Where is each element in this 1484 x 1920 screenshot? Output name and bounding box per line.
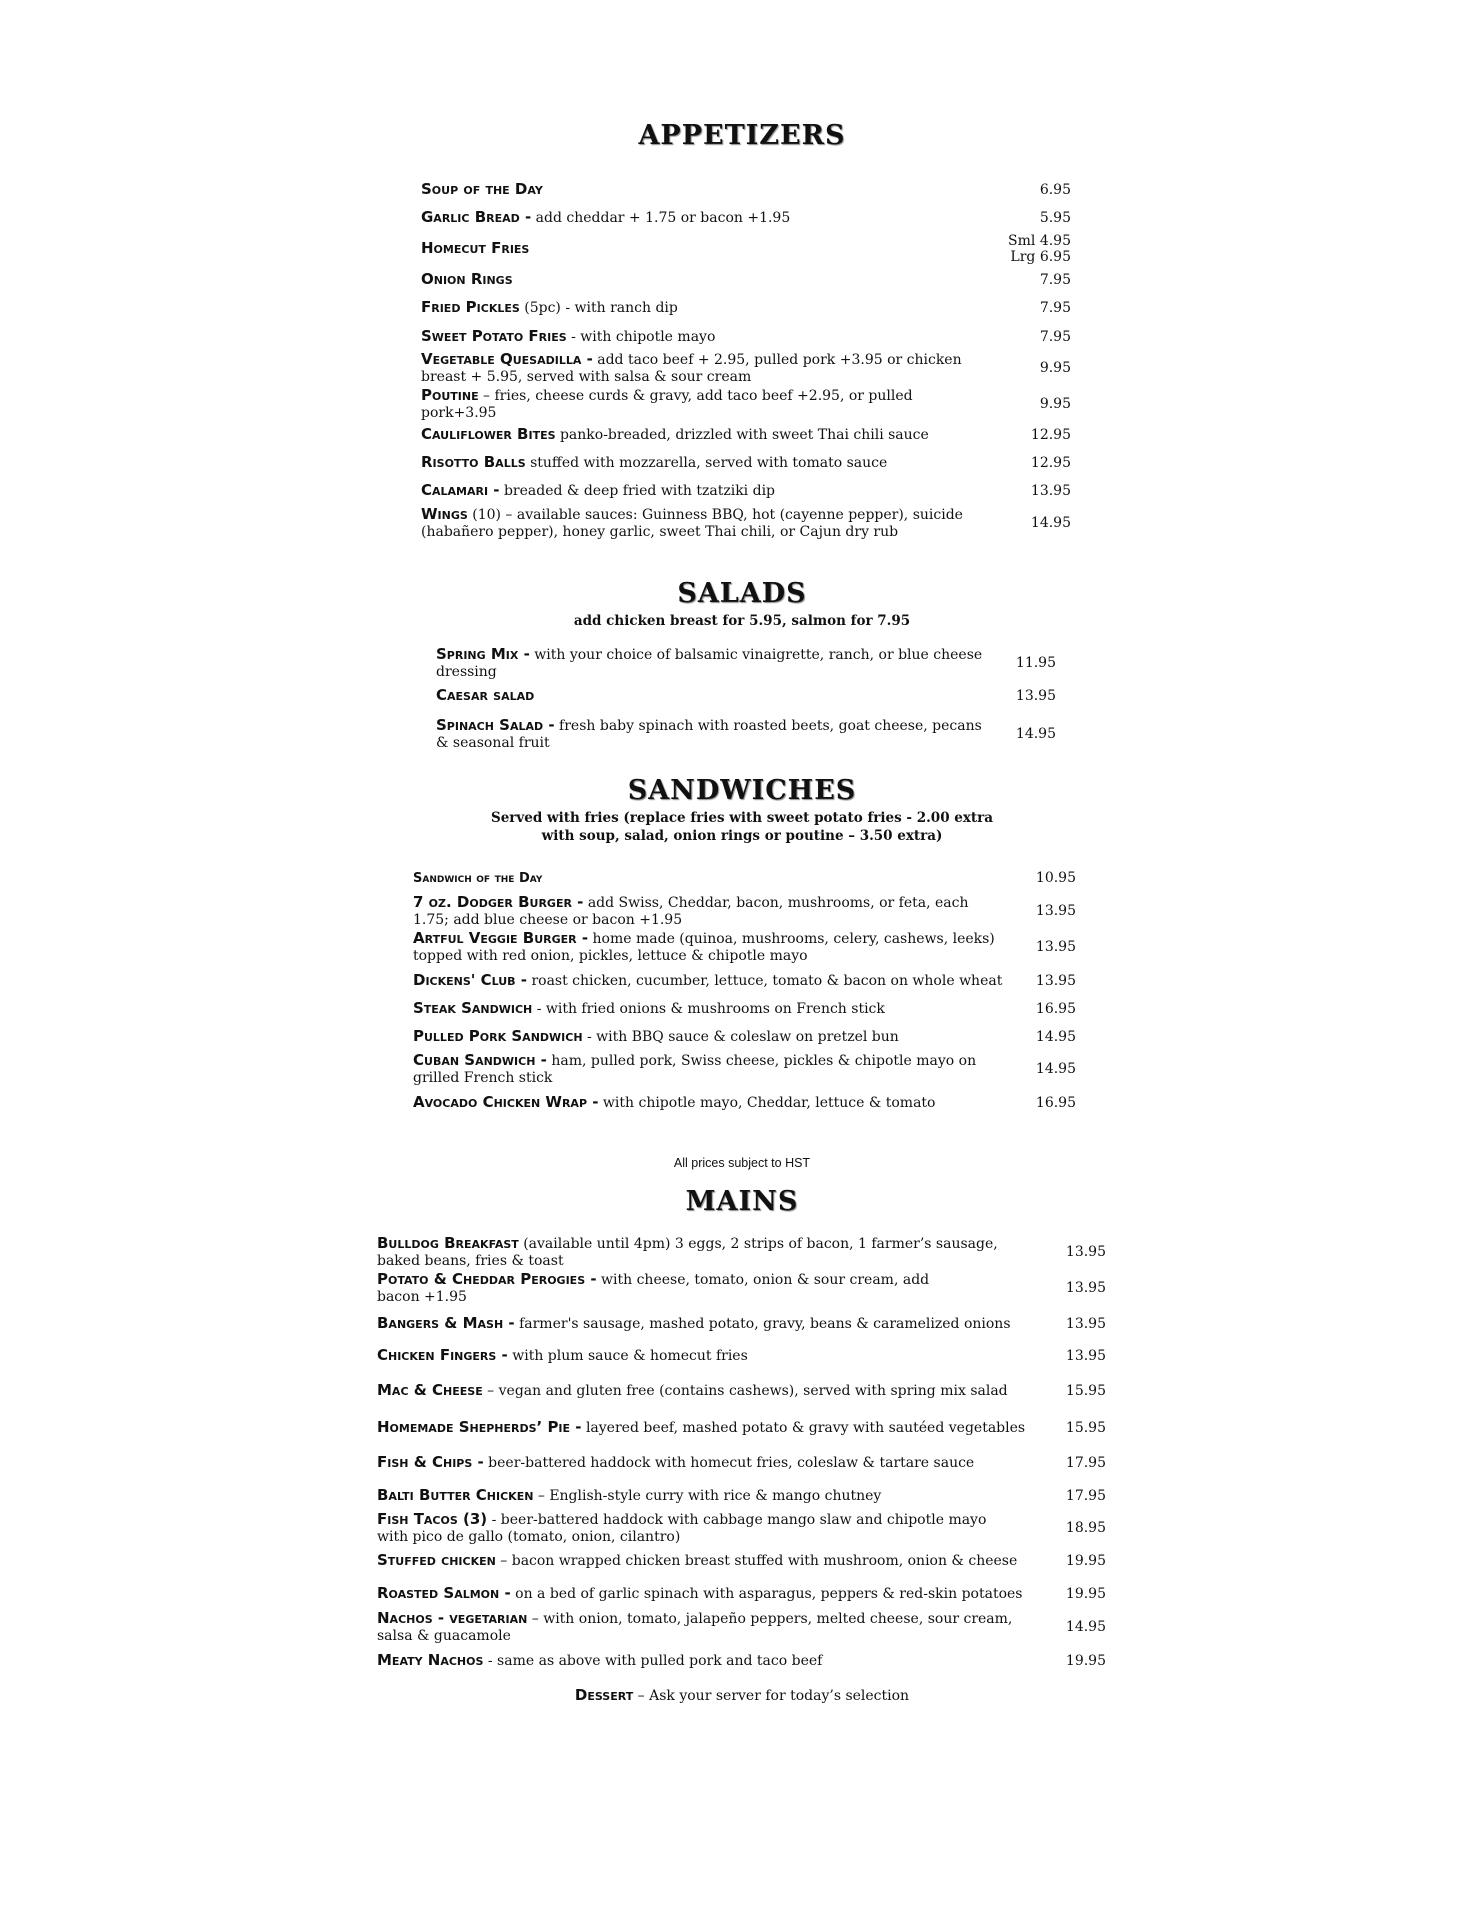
item-price: 16.95 [1035,1001,1076,1017]
item-name: Nachos - vegetarian [377,1608,528,1627]
item-price: 15.95 [1065,1420,1106,1436]
item-price: 18.95 [1065,1520,1106,1536]
item-price: 5.95 [1039,210,1071,226]
salads-heading: SALADS [677,578,807,609]
item-description: (5pc) - with ranch dip [519,300,678,316]
item-description: home made (quinoa, mushrooms, celery, cashews, leeks) topped with red onion, pickles, lettuce & chipotle mayo [413,930,995,964]
item-description: farmer's sausage, mashed potato, gravy, beans & caramelized onions [514,1316,1011,1332]
item-price: 14.95 [1065,1619,1106,1635]
item-name: Mac & Cheese [377,1381,483,1399]
item-name: 7 oz. Dodger Burger - [413,892,584,911]
item-description: fresh baby spinach with roasted beets, goat cheese, pecans & seasonal fruit [436,717,982,751]
item-description: on a bed of garlic spinach with asparagus, peppers & red-skin potatoes [510,1586,1023,1602]
item-name: Homecut Fries [421,239,530,257]
item-price: 19.95 [1065,1653,1106,1669]
item-price: 17.95 [1065,1488,1106,1504]
item-name: Potato & Cheddar Perogies - [377,1269,597,1288]
sandwiches-subtitle-line2: with soup, salad, onion rings or poutine – 3.50 extra) [541,828,943,844]
item-name: Balti Butter Chicken [377,1486,534,1504]
menu-item [421,270,1071,290]
item-name: Artful Veggie Burger - [413,928,589,947]
item-name: Cauliflower Bites [421,425,556,443]
item-name: Vegetable Quesadilla - [421,349,593,368]
item-name: Homemade Shepherds’ Pie - [377,1418,582,1436]
menu-item [436,645,1056,681]
item-price: 7.95 [1039,272,1071,288]
menu-item [377,1551,1106,1571]
item-name: Calamari - [421,481,500,499]
item-description: add cheddar + 1.75 or bacon +1.95 [531,210,791,226]
item-price: 13.95 [1065,1280,1106,1296]
item-description: panko-breaded, drizzled with sweet Thai chili sauce [555,427,929,443]
item-name: Sandwich of the Day [413,870,543,886]
item-price: 10.95 [1035,870,1076,886]
menu-item [377,1453,1106,1473]
item-name: Spring Mix - [436,644,530,663]
item-name: Wings [421,504,468,523]
menu-item [421,505,1071,541]
item-description: ham, pulled pork, Swiss cheese, pickles & chipotle mayo on grilled French stick [413,1052,977,1086]
item-price: Sml 4.95 Lrg 6.95 [1008,233,1071,265]
menu-item [377,1510,1106,1546]
item-name: Stuffed chicken [377,1551,496,1569]
item-description: - same as above with pulled pork and taco beef [483,1653,823,1669]
item-name: Cuban Sandwich - [413,1050,547,1069]
item-name: Fried Pickles [421,298,520,316]
item-price: 7.95 [1039,300,1071,316]
menu-item [377,1381,1106,1401]
item-description: - with fried onions & mushrooms on French stick [532,1001,885,1017]
item-price: 15.95 [1065,1383,1106,1399]
item-price: 14.95 [1035,1029,1076,1045]
item-description: layered beef, mashed potato & gravy with sautéed vegetables [581,1420,1026,1436]
item-name: Roasted Salmon - [377,1584,511,1602]
item-price: 13.95 [1015,688,1056,704]
item-name: Steak Sandwich [413,999,533,1017]
item-price: 13.95 [1035,973,1076,989]
item-name: Garlic Bread - [421,208,532,226]
item-description: with plum sauce & homecut fries [507,1348,748,1364]
item-price: 13.95 [1065,1348,1106,1364]
menu-item [377,1609,1106,1645]
menu-item [436,686,1056,706]
item-name: Poutine [421,385,479,404]
menu-item [377,1584,1106,1604]
item-price: 12.95 [1030,455,1071,471]
dessert-line [0,1686,1484,1704]
item-name: Onion Rings [421,270,513,288]
item-price: 6.95 [1039,182,1071,198]
dessert-name: Dessert [574,1686,634,1704]
menu-item [421,232,1071,266]
item-description: - with BBQ sauce & coleslaw on pretzel bun [582,1029,899,1045]
item-name: Fish Tacos (3) [377,1509,488,1528]
item-price: 19.95 [1065,1553,1106,1569]
item-name: Avocado Chicken Wrap - [413,1093,599,1111]
menu-item [413,971,1076,991]
item-description: – with onion, tomato, jalapeño peppers, melted cheese, sour cream, salsa & guacamole [377,1610,1013,1644]
item-name: Soup of the Day [421,180,543,198]
sandwiches-heading: SANDWICHES [627,775,857,806]
menu-item [413,1093,1076,1113]
menu-item [377,1270,1106,1306]
item-description: roast chicken, cucumber, lettuce, tomato & bacon on whole wheat [527,973,1003,989]
item-name: Meaty Nachos [377,1651,484,1669]
mains-heading: MAINS [685,1186,799,1217]
menu-item [421,208,1071,228]
item-name: Bangers & Mash - [377,1314,515,1332]
item-price: 13.95 [1065,1316,1106,1332]
item-description: – vegan and gluten free (contains cashews), served with spring mix salad [482,1383,1008,1399]
menu-item [436,716,1056,752]
item-description: beer-battered haddock with homecut fries, coleslaw & tartare sauce [483,1455,975,1471]
item-price: 13.95 [1030,483,1071,499]
item-price: 14.95 [1030,515,1071,531]
salads-subtitle: add chicken breast for 5.95, salmon for 7.95 [573,613,911,629]
hst-note: All prices subject to HST [673,1156,811,1170]
menu-item [413,868,1076,888]
item-name: Caesar salad [436,686,535,704]
appetizers-heading: APPETIZERS [638,120,846,151]
menu-item [421,386,1071,422]
item-name: Pulled Pork Sandwich [413,1027,583,1045]
item-price: 13.95 [1065,1244,1106,1260]
item-name: Risotto Balls [421,453,526,471]
item-price: 13.95 [1035,939,1076,955]
item-price: 14.95 [1035,1061,1076,1077]
item-name: Fish & Chips - [377,1453,484,1471]
menu-item [377,1486,1106,1506]
item-description: with cheese, tomato, onion & sour cream, add bacon +1.95 [377,1271,930,1305]
menu-item [377,1346,1106,1366]
menu-item [421,350,1071,386]
item-description: – English-style curry with rice & mango chutney [533,1488,882,1504]
item-description: (available until 4pm) 3 eggs, 2 strips of bacon, 1 farmer’s sausage, baked beans, fries & toast [377,1235,998,1269]
item-price: 11.95 [1015,655,1056,671]
menu-item [377,1418,1106,1438]
item-name: Spinach Salad - [436,715,555,734]
item-description: with your choice of balsamic vinaigrette, ranch, or blue cheese dressing [436,646,983,680]
sandwiches-subtitle-line1: Served with fries (replace fries with sweet potato fries - 2.00 extra [490,810,994,826]
menu-item [377,1234,1106,1270]
item-price: 7.95 [1039,329,1071,345]
item-description: with chipotle mayo, Cheddar, lettuce & tomato [598,1095,936,1111]
menu-item [421,453,1071,473]
item-price: 19.95 [1065,1586,1106,1602]
menu-item [413,999,1076,1019]
item-price: 14.95 [1015,726,1056,742]
menu-item [377,1651,1106,1671]
menu-item [377,1314,1106,1334]
item-description: add Swiss, Cheddar, bacon, mushrooms, or feta, each 1.75; add blue cheese or bacon +1.95 [413,894,969,928]
item-name: Dickens' Club - [413,971,527,989]
item-description: - with chipotle mayo [566,329,716,345]
menu-item [413,893,1076,929]
menu-item [413,1027,1076,1047]
item-price: 9.95 [1039,396,1071,412]
menu-item [421,425,1071,445]
item-description: – bacon wrapped chicken breast stuffed with mushroom, onion & cheese [495,1553,1018,1569]
dessert-description: – Ask your server for today’s selection [633,1688,910,1704]
item-name: Chicken Fingers - [377,1346,508,1364]
menu-item [413,929,1076,965]
item-price: 9.95 [1039,360,1071,376]
item-price: 12.95 [1030,427,1071,443]
menu-item [421,327,1071,347]
menu-item [413,1051,1076,1087]
menu-item [421,481,1071,501]
item-description: – fries, cheese curds & gravy, add taco beef +2.95, or pulled pork+3.95 [421,387,913,421]
menu-item [421,180,1071,200]
item-name: Sweet Potato Fries [421,327,567,345]
menu-item [421,298,1071,318]
item-description: add taco beef + 2.95, pulled pork +3.95 or chicken breast + 5.95, served with salsa & sour cream [421,351,962,385]
item-name: Bulldog Breakfast [377,1233,519,1252]
item-description: stuffed with mozzarella, served with tomato sauce [525,455,888,471]
item-price: 13.95 [1035,903,1076,919]
item-price: 16.95 [1035,1095,1076,1111]
item-price: 17.95 [1065,1455,1106,1471]
item-description: - beer-battered haddock with cabbage mango slaw and chipotle mayo with pico de gallo (tomato, onion, cilantro) [377,1511,987,1545]
item-description: (10) – available sauces: Guinness BBQ, hot (cayenne pepper), suicide (habañero pepper), honey garlic, sweet Thai chili, or Cajun dry rub [421,506,963,540]
item-description: breaded & deep fried with tzatziki dip [499,483,776,499]
